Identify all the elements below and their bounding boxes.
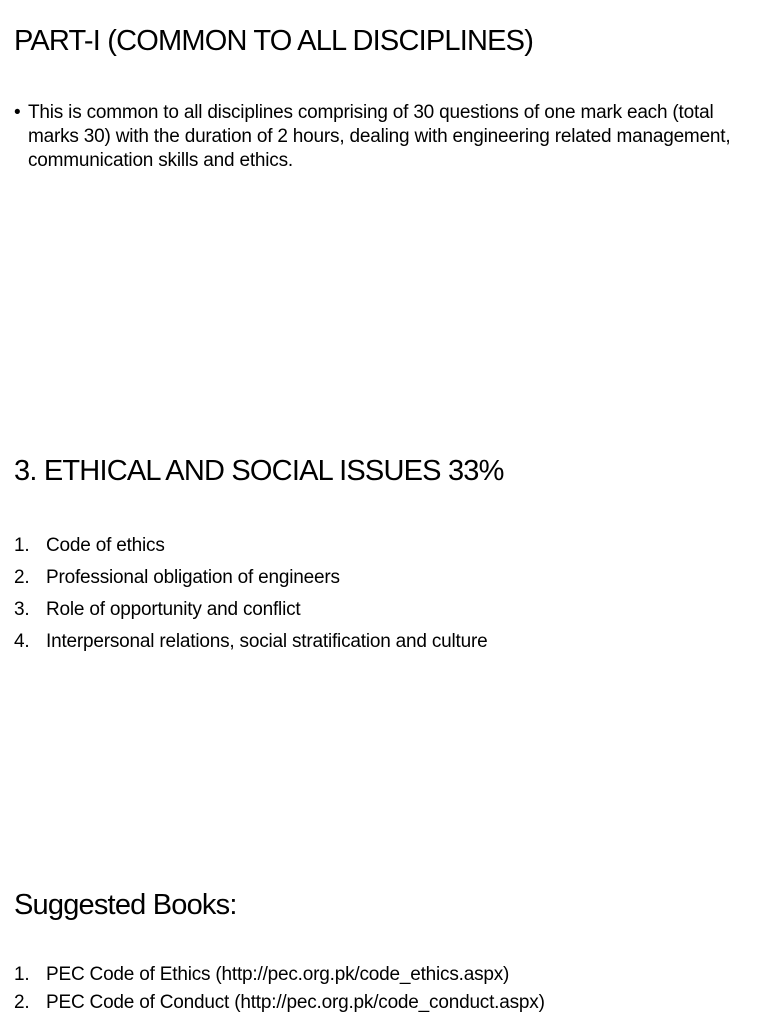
list-number: 1. <box>14 964 30 985</box>
ethics-topic-list <box>14 534 487 662</box>
suggested-books-list <box>14 963 545 1019</box>
section-title-suggested-books: Suggested Books: <box>14 889 237 921</box>
list-item <box>14 534 487 566</box>
list-text: Code of ethics <box>46 535 165 556</box>
bullet-text: This is common to all disciplines comprising of 30 questions of one mark each (total marks 30) with the duration of 2 hours, dealing with engineering related management, communication skills and ethics. <box>28 102 731 171</box>
list-item <box>14 963 545 991</box>
list-text: Professional obligation of engineers <box>46 567 340 588</box>
list-number: 4. <box>14 631 30 652</box>
list-item <box>14 630 487 662</box>
bullet-marker: • <box>14 102 21 123</box>
list-text: PEC Code of Ethics (http://pec.org.pk/code_ethics.aspx) <box>46 964 510 985</box>
bullet-item <box>14 101 749 173</box>
list-number: 1. <box>14 535 30 556</box>
list-number: 2. <box>14 992 30 1013</box>
section-title-ethical-social-issues: 3. ETHICAL AND SOCIAL ISSUES 33% <box>14 455 504 487</box>
section-title-part-i: PART-I (COMMON TO ALL DISCIPLINES) <box>14 25 534 57</box>
list-text: PEC Code of Conduct (http://pec.org.pk/code_conduct.aspx) <box>46 992 545 1013</box>
list-item <box>14 566 487 598</box>
list-text: Interpersonal relations, social stratification and culture <box>46 631 488 652</box>
list-item <box>14 991 545 1019</box>
list-text: Role of opportunity and conflict <box>46 599 301 620</box>
list-item <box>14 598 487 630</box>
list-number: 3. <box>14 599 30 620</box>
list-number: 2. <box>14 567 30 588</box>
